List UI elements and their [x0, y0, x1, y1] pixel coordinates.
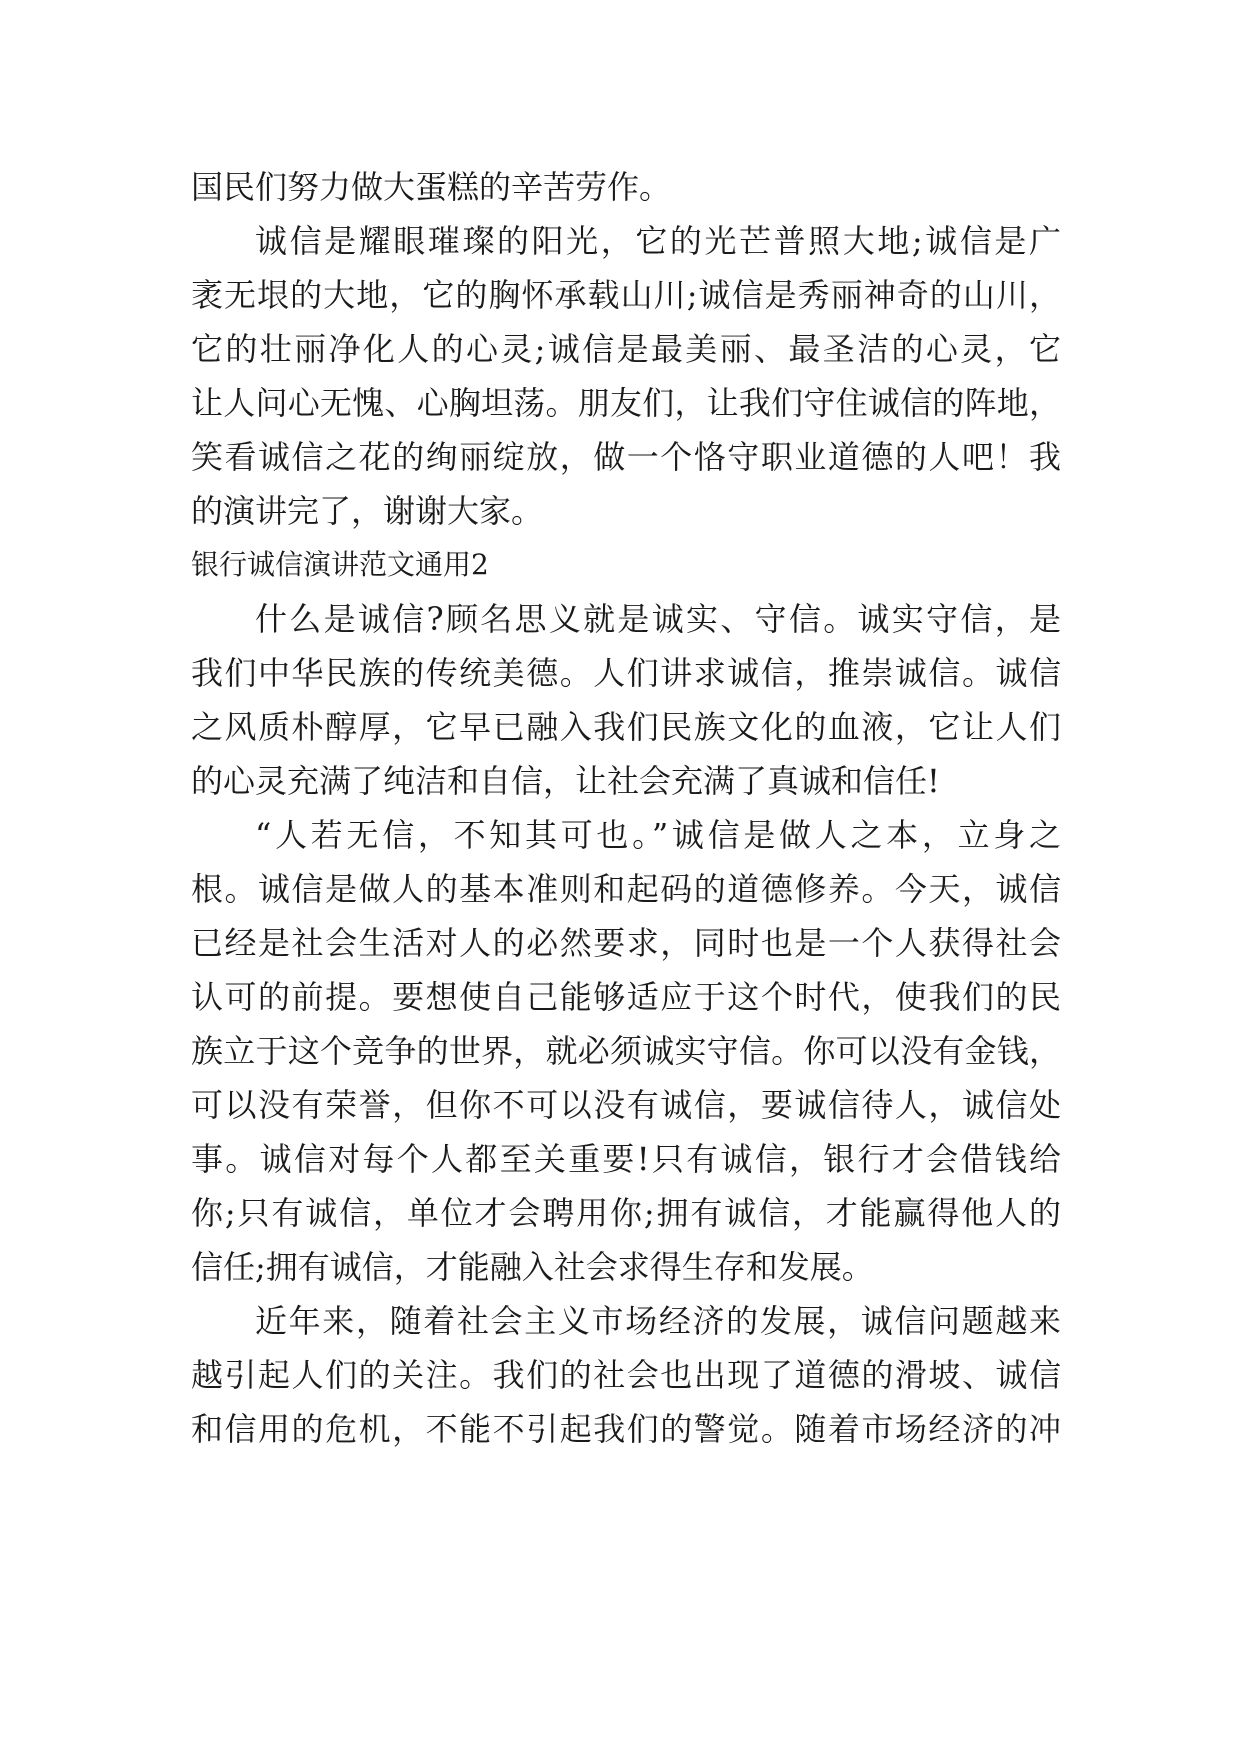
paragraph-line: 可以没有荣誉，但你不可以没有诚信，要诚信待人，诚信处	[191, 1086, 1061, 1124]
paragraph-line: “人若无信，不知其可也。”诚信是做人之本，立身之	[255, 816, 1061, 854]
paragraph-line: 信任;拥有诚信，才能融入社会求得生存和发展。	[191, 1248, 874, 1286]
paragraph-line: 诚信是耀眼璀璨的阳光，它的光芒普照大地;诚信是广	[255, 222, 1061, 260]
paragraph-line: 让人问心无愧、心胸坦荡。朋友们，让我们守住诚信的阵地，	[191, 384, 1061, 422]
paragraph-line: 的心灵充满了纯洁和自信，让社会充满了真诚和信任!	[191, 762, 940, 800]
paragraph-line: 和信用的危机，不能不引起我们的警觉。随着市场经济的冲	[191, 1410, 1061, 1448]
paragraph-line: 你;只有诚信，单位才会聘用你;拥有诚信，才能赢得他人的	[191, 1194, 1061, 1232]
paragraph-line: 它的壮丽净化人的心灵;诚信是最美丽、最圣洁的心灵，它	[191, 330, 1061, 368]
document-body	[191, 160, 1061, 1456]
paragraph-line: 国民们努力做大蛋糕的辛苦劳作。	[191, 168, 672, 206]
paragraph-line: 事。诚信对每个人都至关重要!只有诚信，银行才会借钱给	[191, 1140, 1061, 1178]
paragraph-line: 根。诚信是做人的基本准则和起码的道德修养。今天，诚信	[191, 870, 1061, 908]
paragraph-line: 袤无垠的大地，它的胸怀承载山川;诚信是秀丽神奇的山川，	[191, 276, 1061, 314]
paragraph-line: 的演讲完了，谢谢大家。	[191, 492, 544, 530]
paragraph-line: 认可的前提。要想使自己能够适应于这个时代，使我们的民	[191, 978, 1061, 1016]
paragraph-line: 之风质朴醇厚，它早已融入我们民族文化的血液，它让人们	[191, 708, 1061, 746]
paragraph-line: 近年来，随着社会主义市场经济的发展，诚信问题越来	[255, 1302, 1061, 1340]
paragraph-line: 越引起人们的关注。我们的社会也出现了道德的滑坡、诚信	[191, 1356, 1061, 1394]
paragraph-line: 已经是社会生活对人的必然要求，同时也是一个人获得社会	[191, 924, 1061, 962]
paragraph-line: 笑看诚信之花的绚丽绽放，做一个恪守职业道德的人吧！我	[191, 438, 1061, 476]
paragraph-line: 什么是诚信?顾名思义就是诚实、守信。诚实守信，是	[255, 600, 1061, 638]
paragraph-line: 我们中华民族的传统美德。人们讲求诚信，推崇诚信。诚信	[191, 654, 1061, 692]
paragraph-line: 族立于这个竞争的世界，就必须诚实守信。你可以没有金钱，	[191, 1032, 1061, 1070]
section-heading: 银行诚信演讲范文通用2	[191, 548, 489, 581]
